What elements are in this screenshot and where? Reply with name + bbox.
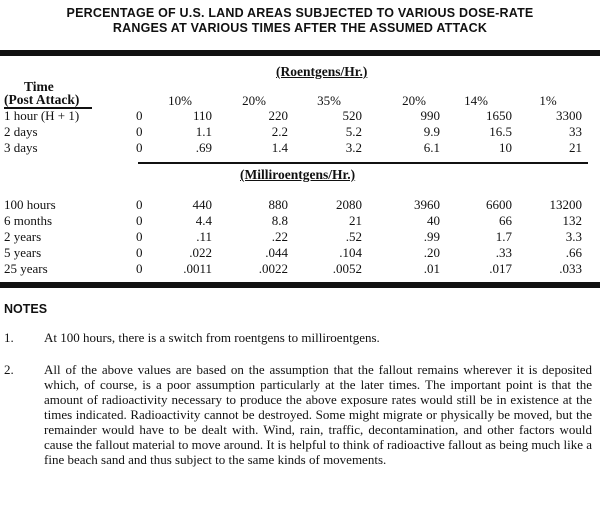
notes-heading: NOTES [4, 302, 48, 316]
zero-cell: 0 [136, 213, 143, 228]
value-cell: 13200 [549, 197, 582, 212]
value-cell: 1.7 [495, 229, 512, 244]
title-line-1: PERCENTAGE OF U.S. LAND AREAS SUBJECTED TO VARIOUS DOSE-RATE [66, 6, 534, 20]
value-cell: 3.2 [345, 140, 362, 155]
unit-roentgens: (Roentgens/Hr.) [276, 64, 368, 79]
value-cell: .66 [565, 245, 582, 260]
value-cell: 6.1 [423, 140, 440, 155]
pct-header: 10% [168, 93, 192, 108]
value-cell: 4.4 [195, 213, 212, 228]
value-cell: .0052 [332, 261, 362, 276]
value-cell: 220 [268, 108, 288, 123]
value-cell: .33 [495, 245, 512, 260]
value-cell: 1.4 [271, 140, 288, 155]
zero-cell: 0 [136, 140, 143, 155]
value-cell: 1650 [486, 108, 512, 123]
title-line-2: RANGES AT VARIOUS TIMES AFTER THE ASSUMED ATTACK [112, 21, 488, 35]
time-cell: 3 days [4, 140, 38, 155]
zero-cell: 0 [136, 229, 143, 244]
value-cell: 40 [427, 213, 440, 228]
value-cell: 66 [499, 213, 512, 228]
value-cell: .01 [423, 261, 440, 276]
time-cell: 25 years [4, 261, 48, 276]
value-cell: .22 [271, 229, 288, 244]
value-cell: .0022 [258, 261, 288, 276]
note-text: At 100 hours, there is a switch from roentgens to milliroentgens. [44, 330, 380, 345]
value-cell: .99 [423, 229, 440, 244]
value-cell: 110 [192, 108, 212, 123]
time-cell: 1 hour (H + 1) [4, 108, 80, 123]
value-cell: .69 [195, 140, 212, 155]
value-cell: .104 [339, 245, 362, 260]
value-cell: .017 [489, 261, 512, 276]
pct-header: 14% [464, 93, 488, 108]
value-cell: 21 [569, 140, 582, 155]
note-number: 1. [4, 330, 14, 345]
value-cell: 2080 [336, 197, 362, 212]
value-cell: .033 [559, 261, 582, 276]
value-cell: 21 [349, 213, 362, 228]
value-cell: 6600 [486, 197, 512, 212]
value-cell: .20 [423, 245, 440, 260]
zero-cell: 0 [136, 197, 143, 212]
top-divider [0, 50, 600, 56]
time-cell: 2 years [4, 229, 42, 244]
time-cell: 5 years [4, 245, 42, 260]
value-cell: 132 [562, 213, 582, 228]
zero-cell: 0 [136, 124, 143, 139]
value-cell: 8.8 [271, 213, 288, 228]
value-cell: 3960 [414, 197, 440, 212]
zero-cell: 0 [136, 261, 143, 276]
pct-header: 20% [402, 93, 426, 108]
note-number: 2. [4, 362, 14, 377]
value-cell: 16.5 [489, 124, 512, 139]
value-cell: 3.3 [565, 229, 582, 244]
zero-cell: 0 [136, 245, 143, 260]
value-cell: 5.2 [345, 124, 362, 139]
value-cell: 880 [268, 197, 288, 212]
value-cell: 10 [499, 140, 512, 155]
value-cell: 3300 [556, 108, 582, 123]
value-cell: 520 [342, 108, 362, 123]
time-cell: 2 days [4, 124, 38, 139]
post-attack-label: (Post Attack) [4, 92, 80, 107]
value-cell: .022 [189, 245, 212, 260]
value-cell: 1.1 [195, 124, 212, 139]
value-cell: .0011 [183, 261, 212, 276]
time-label: Time [24, 79, 54, 94]
unit-milliroentgens: (Milliroentgens/Hr.) [240, 167, 356, 182]
pct-header: 1% [539, 93, 557, 108]
note-text: All of the above values are based on the assumption that the fallout remains wherever it is deposited which, of course, is a poor assumption particularly at the later times. The important point is that the amount of radioactivity necessary to produce the above exposure rates would still be in existence at the times indicated. Radioactivity cannot be destroyed. Some might migrate or physically be moved, but the remainder would have to be dealt with. Wind, rain, traffic, decontamination, and other factors would cause the fallout material to move around. It is helpful to think of radioactive fallout as being much like a fine beach sand and thus subject to the same kinds of movements. [44, 362, 592, 467]
pct-header: 35% [317, 93, 341, 108]
value-cell: 990 [420, 108, 440, 123]
value-cell: .11 [196, 229, 212, 244]
pct-header: 20% [242, 93, 266, 108]
time-cell: 100 hours [4, 197, 56, 212]
value-cell: .044 [265, 245, 288, 260]
value-cell: 9.9 [423, 124, 440, 139]
value-cell: 33 [569, 124, 582, 139]
zero-cell: 0 [136, 108, 143, 123]
section-divider [138, 162, 588, 164]
value-cell: 2.2 [271, 124, 288, 139]
bottom-divider [0, 282, 600, 288]
value-cell: 440 [192, 197, 212, 212]
time-cell: 6 months [4, 213, 53, 228]
value-cell: .52 [345, 229, 362, 244]
